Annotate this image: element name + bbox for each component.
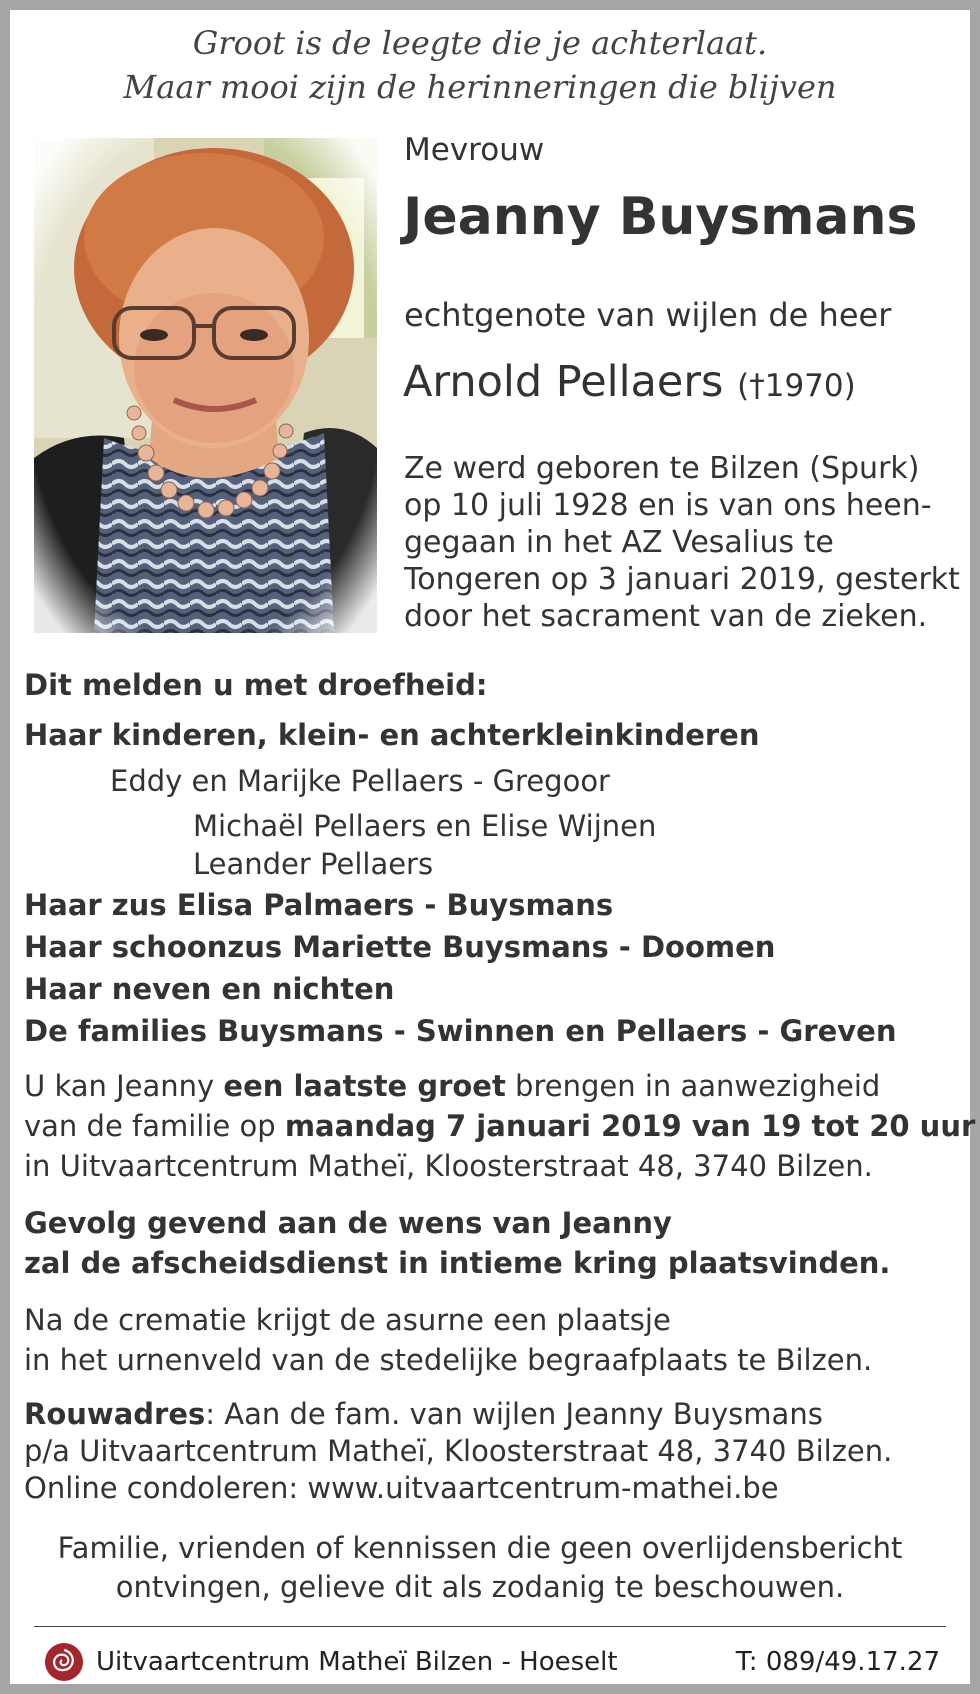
service-line-2: zal de afscheidsdienst in intieme kring plaatsvinden.: [24, 1246, 891, 1280]
bio-block: [404, 450, 960, 635]
deceased-name: Jeanny Buysmans: [403, 187, 918, 247]
address-line-2: p/a Uitvaartcentrum Matheï, Kloosterstraat 48, 3740 Bilzen.: [24, 1434, 893, 1468]
address-text: : Aan de fam. van wijlen Jeanny Buysmans: [205, 1397, 823, 1431]
child-line: Eddy en Marijke Pellaers - Gregoor: [110, 764, 610, 798]
portrait-photo: [34, 138, 377, 633]
notice-line-2: ontvingen, gelieve dit als zodanig te beschouwen.: [115, 1570, 845, 1604]
visitation-line-3: in Uitvaartcentrum Matheï, Kloosterstraat 48, 3740 Bilzen.: [24, 1149, 873, 1183]
visitation-emphasis: een laatste groet: [223, 1069, 506, 1103]
notice-line-1: Familie, vrienden of kennissen die geen overlijdensbericht: [57, 1531, 903, 1565]
visitation-text: brengen in aanwezigheid: [505, 1069, 881, 1103]
visitation-line-1: [24, 1068, 880, 1105]
salutation: Mevrouw: [404, 132, 545, 168]
spouse-intro: echtgenote van wijlen de heer: [404, 296, 892, 334]
spouse-name: Arnold Pellaers: [403, 357, 724, 407]
portrait-illustration: [34, 138, 377, 633]
visitation-date: maandag 7 januari 2019 van 19 tot 20 uur: [284, 1109, 976, 1143]
visitation-text: U kan Jeanny: [24, 1069, 224, 1103]
funeral-home-phone: T: 089/49.17.27: [735, 1647, 940, 1677]
bio-line: gegaan in het AZ Vesalius te: [404, 525, 834, 560]
quote-line-2: Maar mooi zijn de herinneringen die blijven: [123, 68, 837, 106]
bio-line: op 10 juli 1928 en is van ons heen-: [404, 488, 932, 523]
cremation-line-1: Na de crematie krijgt de asurne een plaatsje: [24, 1303, 671, 1337]
bio-line: Ze werd geboren te Bilzen (Spurk): [404, 451, 920, 486]
families-line: De families Buysmans - Swinnen en Pellaers - Greven: [24, 1014, 897, 1048]
spouse-line: [403, 357, 856, 407]
quote-line-1: Groot is de leegte die je achterlaat.: [192, 24, 768, 62]
footer-divider: [34, 1626, 946, 1627]
funeral-home-name: Uitvaartcentrum Matheï Bilzen - Hoeselt: [96, 1647, 618, 1677]
grandchild-line: Michaël Pellaers en Elise Wijnen: [193, 809, 657, 843]
bio-line: door het sacrament van de zieken.: [404, 599, 928, 634]
address-line-1: [24, 1396, 823, 1433]
children-heading: Haar kinderen, klein- en achterkleinkinderen: [24, 718, 760, 752]
nephews-line: Haar neven en nichten: [24, 972, 395, 1006]
sister-line: Haar zus Elisa Palmaers - Buysmans: [24, 888, 614, 922]
visitation-text: van de familie op: [24, 1109, 285, 1143]
visitation-line-2: [24, 1108, 975, 1145]
service-line-1: Gevolg gevend aan de wens van Jeanny: [24, 1206, 672, 1240]
rose-logo-icon: [44, 1642, 84, 1682]
condolence-line: Online condoleren: www.uitvaartcentrum-mathei.be: [24, 1471, 779, 1505]
sister-in-law-line: Haar schoonzus Mariette Buysmans - Doomen: [24, 930, 776, 964]
address-label: Rouwadres: [24, 1397, 206, 1431]
mourners-intro: Dit melden u met droefheid:: [24, 668, 488, 702]
grandchild-line: Leander Pellaers: [193, 847, 434, 881]
bio-line: Tongeren op 3 januari 2019, gesterkt: [404, 562, 960, 597]
cremation-line-2: in het urnenveld van de stedelijke begraafplaats te Bilzen.: [24, 1343, 873, 1377]
spouse-death: (†1970): [737, 368, 856, 404]
